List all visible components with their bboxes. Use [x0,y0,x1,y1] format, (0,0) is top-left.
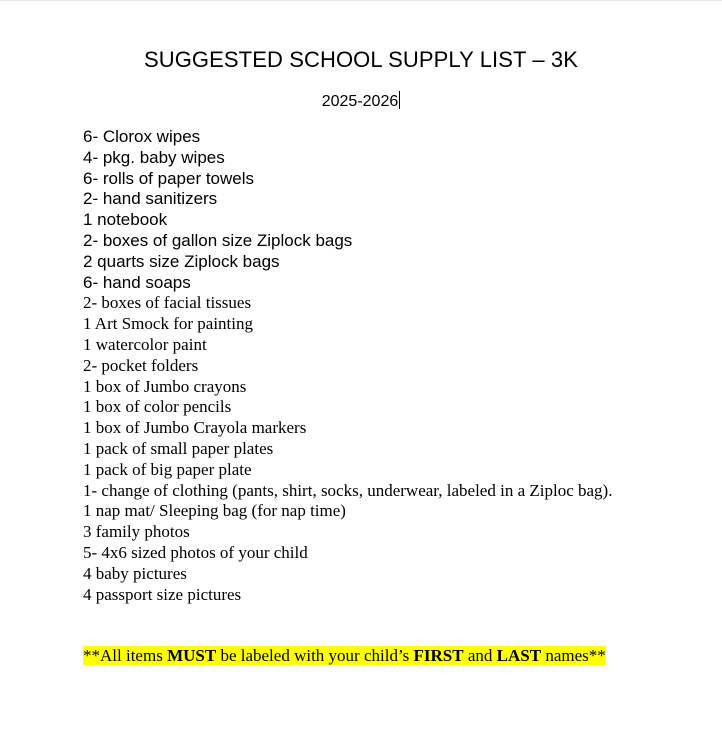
list-item: 4- pkg. baby wipes [83,147,225,167]
list-item: 1- change of clothing (pants, shirt, socks, underwear, labeled in a Ziploc bag). [83,480,613,500]
list-item: 1 box of Jumbo crayons [83,376,247,396]
notice-last: LAST [496,646,542,665]
list-item: 2 quarts size Ziplock bags [83,251,280,271]
list-item: 2- boxes of facial tissues [83,293,252,313]
list-item: 2- pocket folders [83,355,199,375]
list-item: 5- 4x6 sized photos of your child [83,542,308,562]
list-item: 2- boxes of gallon size Ziplock bags [83,230,353,250]
list-item: 1 box of Jumbo Crayola markers [83,418,307,438]
list-item: 6- hand soaps [83,272,191,292]
list-item: 4 passport size pictures [83,584,242,604]
list-item: 4 baby pictures [83,563,187,583]
notice-first: FIRST [413,646,464,665]
list-item: 1 pack of big paper plate [83,459,252,479]
text-cursor [399,91,400,109]
list-item: 2- hand sanitizers [83,189,218,209]
list-item: 1 pack of small paper plates [83,438,274,458]
school-year-text: 2025-2026 [321,93,399,110]
labeling-notice [83,645,606,666]
list-item: 1 nap mat/ Sleeping bag (for nap time) [83,501,346,521]
list-item: 1 notebook [83,210,168,230]
supply-list [83,127,623,605]
notice-and: and [463,646,497,665]
list-item: 6- rolls of paper towels [83,168,255,188]
list-item: 6- Clorox wipes [83,127,201,146]
page-title: SUGGESTED SCHOOL SUPPLY LIST – 3K [143,47,579,72]
list-item: 1 box of color pencils [83,397,232,417]
notice-suffix: names** [541,646,606,665]
school-year [0,91,722,111]
list-item: 1 Art Smock for painting [83,314,253,334]
notice-highlight [83,646,606,665]
list-item: 3 family photos [83,522,190,542]
notice-must: MUST [167,646,217,665]
notice-middle: be labeled with your child’s [216,646,414,665]
notice-prefix: **All items [83,646,168,665]
list-item: 1 watercolor paint [83,334,207,354]
